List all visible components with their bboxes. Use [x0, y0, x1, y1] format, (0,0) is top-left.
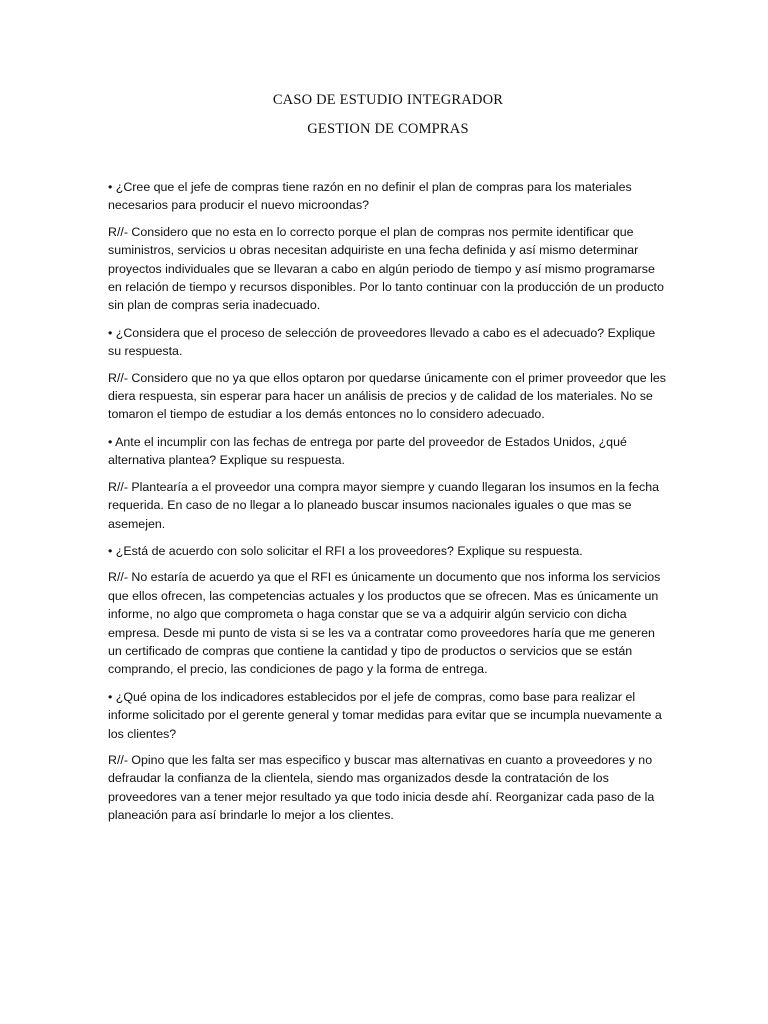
document-subtitle: GESTION DE COMPRAS	[307, 121, 469, 137]
question-2: • ¿Considera que el proceso de selección de proveedores llevado a cabo es el adecuado? Explique su respuesta.	[108, 325, 656, 359]
question-5: • ¿Qué opina de los indicadores establecidos por el jefe de compras, como base para realizar el informe solicitado por el gerente general y tomar medidas para evitar que se incumpla nuevamente a los clientes?	[108, 689, 662, 741]
answer-5: R//- Opino que les falta ser mas especifico y buscar mas alternativas en cuanto a proveedores y no defraudar la confianza de la clientela, siendo mas organizados desde la contratación de los proveedores van a tener mejor resultado ya que todo inicia desde ahí. Reorganizar cada paso de la planeación para así brindarle lo mejor a los clientes.	[108, 752, 655, 823]
answer-3: R//- Plantearía a el proveedor una compra mayor siempre y cuando llegaran los insumos en la fecha requerida. En caso de no llegar a lo planeado buscar insumos nacionales iguales o que mas se asemejen.	[108, 479, 659, 531]
answer-4: R//- No estaría de acuerdo ya que el RFI es únicamente un documento que nos informa los servicios que ellos ofrecen, las competencias actuales y los productos que se ofrecen. Mas es únicamente un informe, no algo que comprometa o haga constar que se va a adquirir algún servicio con dicha empresa. Desde mi punto de vista si se les va a contratar como proveedores haría que me generen un certificado de compras que contiene la cantidad y tipo de productos o servicios que se están comprando, el precio, las condiciones de pago y la forma de entrega.	[108, 570, 661, 677]
document-title: CASO DE ESTUDIO INTEGRADOR	[272, 92, 504, 108]
answer-1: R//- Considero que no esta en lo correcto porque el plan de compras nos permite identificar que suministros, servicios u obras necesitan adquiriste en una fecha definida y así mismo determinar proyectos individuales que se llevaran a cabo en algún periodo de tiempo y así mismo programarse en relación de tiempo y recursos disponibles. Por lo tanto continuar con la producción de un producto sin plan de compras seria inadecuado.	[108, 224, 664, 313]
answer-2: R//- Considero que no ya que ellos optaron por quedarse únicamente con el primer proveedor que les diera respuesta, sin esperar para hacer un análisis de precios y de calidad de los materiales. No se tomaron el tiempo de estudiar a los demás entonces no lo considero adecuado.	[108, 370, 666, 422]
question-4: • ¿Está de acuerdo con solo solicitar el RFI a los proveedores? Explique su respuesta.	[108, 543, 583, 558]
question-1: • ¿Cree que el jefe de compras tiene razón en no definir el plan de compras para los materiales necesarios para producir el nuevo microondas?	[108, 180, 632, 213]
document-page	[108, 88, 668, 834]
question-3: • Ante el incumplir con las fechas de entrega por parte del proveedor de Estados Unidos, ¿qué alternativa plantea? Explique su respuesta.	[108, 434, 627, 468]
